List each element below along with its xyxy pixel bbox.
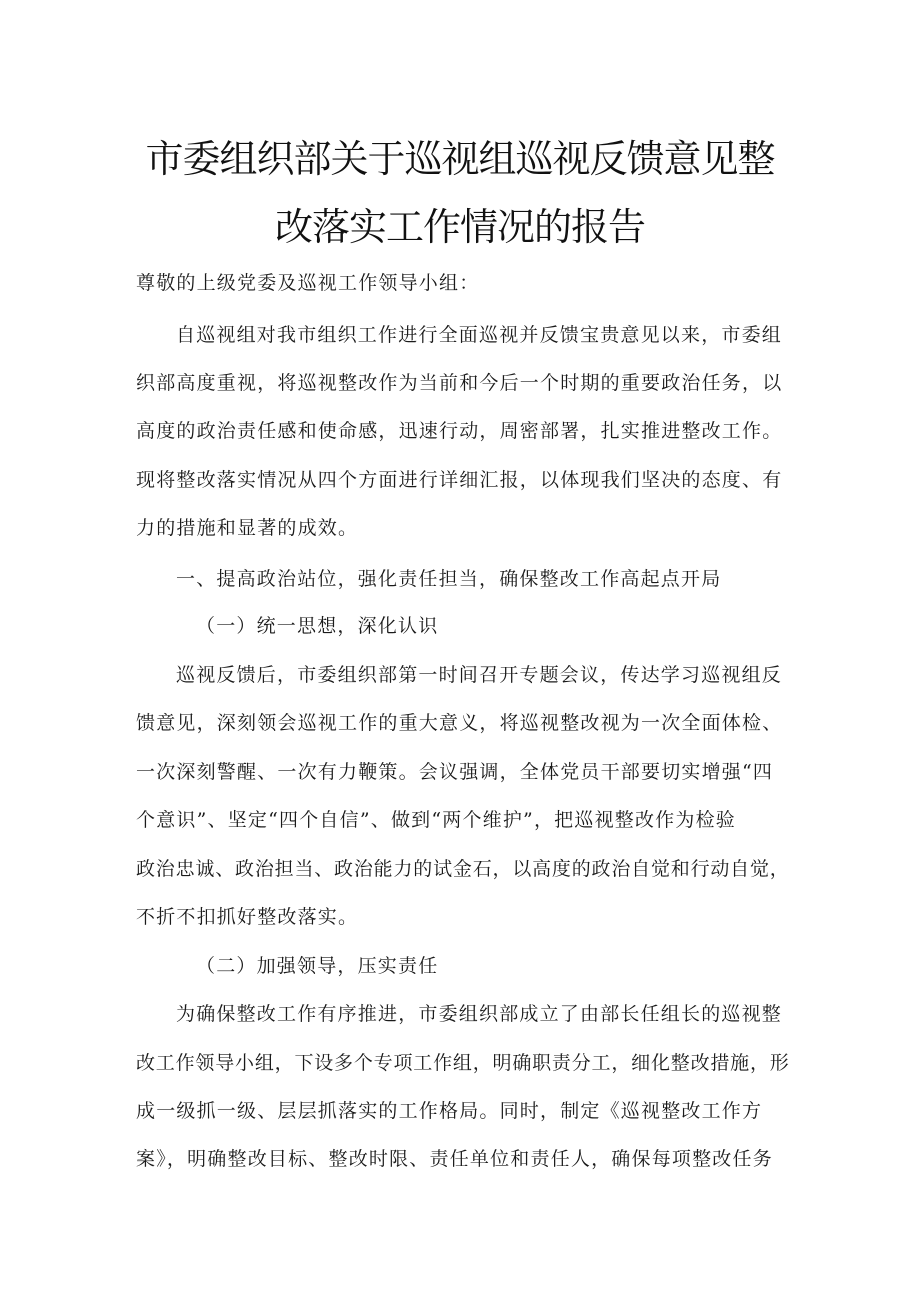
document-title-line-2: 改落实工作情况的报告 bbox=[274, 205, 645, 249]
subsection-1-line: 馈意见，深刻领会巡视工作的重大意义，将巡视整改视为一次全面体检、 bbox=[136, 712, 783, 734]
intro-line: 自巡视组对我市组织工作进行全面巡视并反馈宝贵意见以来，市委组 bbox=[176, 324, 783, 346]
subsection-1-line: 一次深刻警醒、一次有力鞭策。会议强调，全体党员干部要切实增强“四 bbox=[136, 761, 774, 783]
subsection-1-line: 个意识”、坚定“四个自信”、做到“两个维护”，把巡视整改作为检验 bbox=[136, 809, 736, 831]
section-1-heading: 一、提高政治站位，强化责任担当，确保整改工作高起点开局 bbox=[176, 568, 722, 590]
document-title-line-1: 市委组织部关于巡视组巡视反馈意见整 bbox=[145, 137, 775, 181]
subsection-1-line: 巡视反馈后，市委组织部第一时间召开专题会议，传达学习巡视组反 bbox=[176, 664, 783, 686]
subsection-2-line: 案》，明确整改目标、整改时限、责任单位和责任人，确保每项整改任务 bbox=[136, 1148, 773, 1170]
subsection-1-heading: （一）统一思想，深化认识 bbox=[196, 615, 439, 637]
intro-line: 现将整改落实情况从四个方面进行详细汇报，以体现我们坚决的态度、有 bbox=[136, 469, 783, 491]
intro-line: 织部高度重视，将巡视整改作为当前和今后一个时期的重要政治任务，以 bbox=[136, 372, 783, 394]
subsection-2-line: 成一级抓一级、层层抓落实的工作格局。同时，制定《巡视整改工作方 bbox=[136, 1100, 763, 1122]
subsection-1-line: 政治忠诚、政治担当、政治能力的试金石，以高度的政治自觉和行动自觉， bbox=[136, 858, 790, 880]
salutation: 尊敬的上级党委及巡视工作领导小组： bbox=[136, 272, 480, 294]
intro-line: 高度的政治责任感和使命感，迅速行动，周密部署，扎实推进整改工作。 bbox=[136, 420, 783, 442]
subsection-2-line: 改工作领导小组，下设多个专项工作组，明确职责分工，细化整改措施，形 bbox=[136, 1052, 790, 1074]
subsection-2-line: 为确保整改工作有序推进，市委组织部成立了由部长任组长的巡视整 bbox=[176, 1003, 783, 1025]
subsection-1-line: 不折不扣抓好整改落实。 bbox=[136, 906, 359, 928]
intro-line: 力的措施和显著的成效。 bbox=[136, 517, 359, 539]
subsection-2-heading: （二）加强领导，压实责任 bbox=[196, 955, 439, 977]
